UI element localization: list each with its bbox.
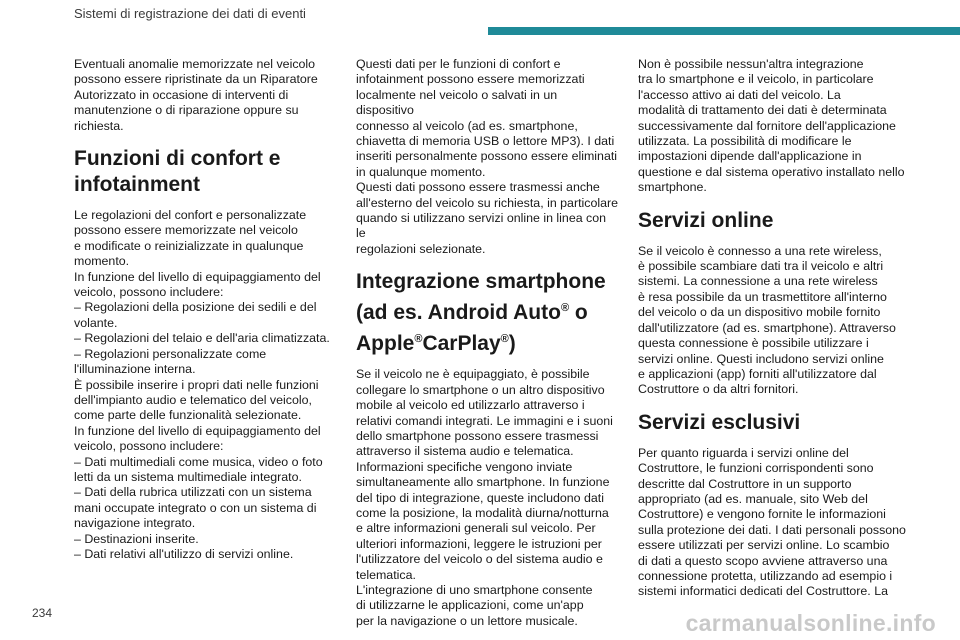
heading-text: CarPlay <box>422 332 501 356</box>
paragraph-data-storage: Questi dati per le funzioni di confort e infotainment possono essere memorizzati localmente nel veicolo o salvati in un dispositivo connesso al veicolo (ad es. smartphone, chiavetta di memoria USB o lettore MP3). I dati inseriti personalmente possono essere eliminati in qualunque momento. Questi dati possono essere trasmessi anche all'esterno del veicolo su richiesta, in particolare quando si utilizzano servizi online in linea con le regolazioni selezionate. <box>356 57 619 256</box>
running-header: Sistemi di registrazione dei dati di eventi <box>74 6 306 21</box>
heading-text: o Apple <box>356 301 588 356</box>
heading-comfort-infotainment: Funzioni di confort e infotainment <box>74 147 281 197</box>
heading-online-services: Servizi online <box>638 208 774 232</box>
paragraph-anomalies: Eventuali anomalie memorizzate nel veicolo possono essere ripristinate da un Riparatore Autorizzato in occasione di interventi di manutenzione o di riparazione oppure su richiesta. <box>74 57 318 133</box>
paragraph-comfort-settings: Le regolazioni del confort e personalizzate possono essere memorizzate nel veicolo e modificate o reinizializzate in qualunque momento. In funzione del livello di equipaggiamento del veicolo, possono includere: – Regolazioni della posizione dei sedili e del volante. – Regolazioni del telaio e dell'aria climatizzata. – Regolazioni personalizzate come l'illuminazione interna. È possibile inserire i propri dati nelle funzioni dell'impianto audio e telematico del veicolo, come parte delle funzionalità selezionate. In funzione del livello di equipaggiamento del veicolo, possono includere: – Dati multimediali come musica, video o foto letti da un sistema multimediale integrato. – Dati della rubrica utilizzati con un sistema mani occupate integrato o con un sistema di navigazione integrato. – Destinazioni inserite. – Dati relativi all'utilizzo di servizi online. <box>74 208 330 561</box>
paragraph-exclusive-services: Per quanto riguarda i servizi online del Costruttore, le funzioni corrispondenti sono descritte dal Costruttore in un supporto appropriato (ad es. manuale, sito Web del Costruttore) e vengono fornite le informazioni sulla protezione dei dati. I dati personali possono essere utilizzati per servizi online. Lo scambio di dati a questo scopo avviene attraverso una connessione protetta, utilizzando ad esempio i sistemi informatici dedicati del Costruttore. La <box>638 445 906 599</box>
heading-text: Integrazione smartphone (ad es. Android Auto <box>356 270 606 325</box>
header-accent-bar <box>488 27 960 35</box>
column-middle <box>356 57 618 629</box>
paragraph-no-integration: Non è possibile nessun'altra integrazione tra lo smartphone e il veicolo, in particolare l'accesso attivo ai dati del veicolo. La modalità di trattamento dei dati è determinata successivamente dal fornitore dell'applicazione utilizzata. La possibilità di modificare le impostazioni dipende dall'applicazione in questione e dal sistema operativo installato nello smartphone. <box>638 57 905 195</box>
registered-mark: ® <box>414 333 423 346</box>
heading-text: ) <box>508 332 516 356</box>
heading-exclusive-services: Servizi esclusivi <box>638 410 801 434</box>
column-left <box>74 57 334 562</box>
site-watermark: carmanualsonline.info <box>685 610 936 636</box>
registered-mark: ® <box>500 333 509 346</box>
paragraph-smartphone: Se il veicolo ne è equipaggiato, è possibile collegare lo smartphone o un altro dispositivo mobile al veicolo ed utilizzarlo attraverso i relativi comandi integrati. Le immagini e i suoni dello smartphone possono essere trasmessi attraverso il sistema audio e telematica. Informazioni specifiche vengono inviate simultaneamente allo smartphone. In funzione del tipo di integrazione, queste includono dati come la posizione, la modalità diurna/notturna e altre informazioni generali sul veicolo. Per ulteriori informazioni, leggere le istruzioni per l'utilizzatore del veicolo o del sistema audio e telematica. L'integrazione di uno smartphone consente di utilizzarne le applicazioni, come un'app per la navigazione o un lettore musicale. <box>356 367 613 628</box>
heading-smartphone-integration <box>356 269 618 357</box>
page-number: 234 <box>32 606 53 620</box>
column-right <box>638 57 906 600</box>
paragraph-online-services: Se il veicolo è connesso a una rete wireless, è possibile scambiare dati tra il veicolo e altri sistemi. La connessione a una rete wireless è resa possibile da un trasmettitore all'interno del veicolo o da un dispositivo mobile fornito dall'utilizzatore (ad es. smartphone). Attraverso questa connessione è possibile utilizzare i servizi online. Questi includono servizi online e applicazioni (app) forniti all'utilizzatore dal Costruttore o da altri fornitori. <box>638 243 896 397</box>
registered-mark: ® <box>560 302 570 315</box>
